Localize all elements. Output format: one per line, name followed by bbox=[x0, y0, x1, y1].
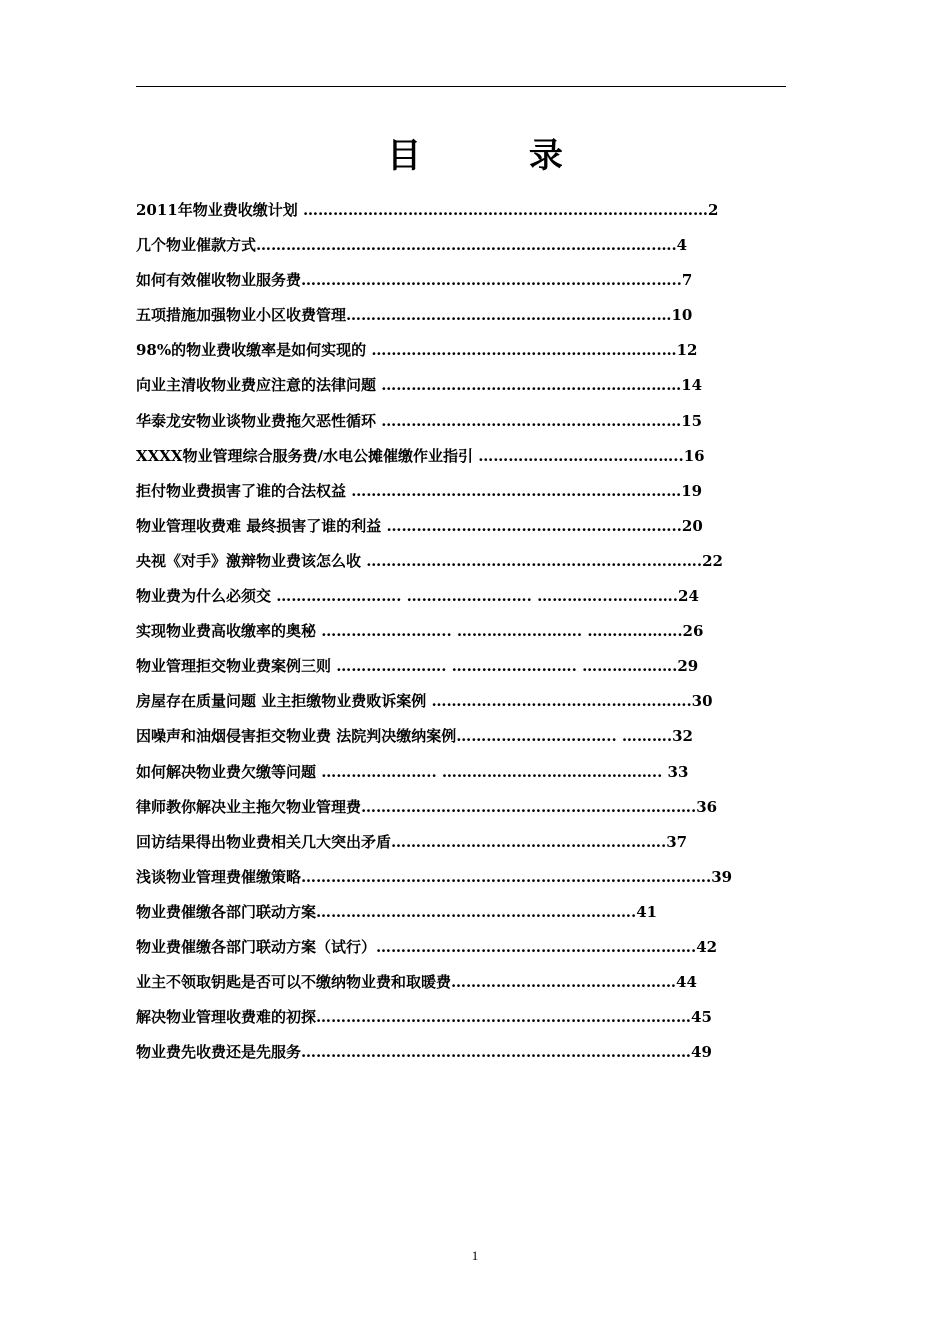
toc-entry-text: 五项措施加强物业小区收费管理……………………………………………………..…10 bbox=[136, 306, 693, 325]
toc-entry-text: 回访结果得出物业费相关几大突出矛盾……………………………………………….37 bbox=[136, 832, 688, 851]
toc-entry[interactable] bbox=[136, 616, 776, 651]
toc-entry[interactable] bbox=[136, 827, 776, 862]
header-rule bbox=[136, 86, 786, 87]
toc-entry[interactable] bbox=[136, 967, 776, 1002]
toc-entry[interactable] bbox=[136, 721, 776, 756]
toc-entry[interactable] bbox=[136, 792, 776, 827]
toc-title: 目 录 bbox=[387, 136, 611, 176]
toc-entry[interactable] bbox=[136, 476, 776, 511]
toc-entry[interactable] bbox=[136, 195, 776, 230]
toc-entry[interactable] bbox=[136, 581, 776, 616]
toc-entry[interactable] bbox=[136, 230, 776, 265]
toc-entry-text: 物业管理收费难 最终损害了谁的利益 …………………………………………………..20 bbox=[136, 516, 703, 535]
toc-entry-text: 如何有效催收物业服务费……………………………………………………………..…..7 bbox=[136, 271, 693, 290]
toc-entry-text: 因噪声和油烟侵害拒交物业费 法院判决缴纳案例………………………….. ……….32 bbox=[136, 727, 693, 746]
toc-entry[interactable] bbox=[136, 511, 776, 546]
toc-entry-text: 物业费先收费还是先服务……………………………………………………………………49 bbox=[136, 1043, 712, 1062]
toc-entry[interactable] bbox=[136, 897, 776, 932]
toc-entry[interactable] bbox=[136, 932, 776, 967]
toc-entry-text: 几个物业催款方式……………………………………………………………………..….4 bbox=[136, 236, 688, 255]
toc-entry-text: 实现物业费高收缴率的奥秘 …………………….. ……………………. ……………….26 bbox=[136, 622, 704, 641]
page-number: 1 bbox=[471, 1248, 479, 1263]
toc-entry-text: 物业管理拒交物业费案例三则 …………………. ……………………. ……………….29 bbox=[136, 657, 699, 676]
toc-entry-text: 浅谈物业管理费催缴策略……………………………………………………………………….39 bbox=[136, 867, 733, 886]
toc-entry[interactable] bbox=[136, 686, 776, 721]
toc-entry[interactable] bbox=[136, 546, 776, 581]
toc-entry-text: 如何解决物业费欠缴等问题 ………………….. …………………………………….. 33 bbox=[136, 762, 689, 781]
table-of-contents bbox=[136, 195, 776, 1072]
toc-entry-text: XXXX物业管理综合服务费/水电公摊催缴作业指引 …………………………………..16 bbox=[136, 446, 705, 465]
toc-entry[interactable] bbox=[136, 300, 776, 335]
toc-entry-text: 拒付物业费损害了谁的合法权益 …………………………………………………………19 bbox=[136, 481, 703, 500]
toc-entry-text: 央视《对手》激辩物业费该怎么收 ………………………………………………...……….22 bbox=[136, 551, 723, 570]
toc-entry-text: 98%的物业费收缴率是如何实现的 ………………………………………………….…12 bbox=[136, 341, 698, 360]
toc-entry-text: 华泰龙安物业谈物业费拖欠恶性循环 ……………………………………………………15 bbox=[136, 411, 703, 430]
toc-entry[interactable] bbox=[136, 335, 776, 370]
toc-entry-text: 向业主清收物业费应注意的法律问题 ……………………………………………………14 bbox=[136, 376, 703, 395]
toc-entry[interactable] bbox=[136, 265, 776, 300]
toc-entry[interactable] bbox=[136, 1002, 776, 1037]
toc-entry-text: 物业费催缴各部门联动方案……………………………………………………….41 bbox=[136, 902, 658, 921]
toc-entry-text: 2011年物业费收缴计划 ………………………………………………………………………2 bbox=[136, 201, 719, 219]
toc-entry-text: 业主不领取钥匙是否可以不缴纳物业费和取暖费………………………………………44 bbox=[136, 973, 697, 992]
toc-entry[interactable] bbox=[136, 1037, 776, 1072]
toc-entry[interactable] bbox=[136, 862, 776, 897]
toc-entry[interactable] bbox=[136, 757, 776, 792]
toc-entry[interactable] bbox=[136, 370, 776, 405]
toc-entry-text: 解决物业管理收费难的初探…………………………………………………………………45 bbox=[136, 1008, 712, 1027]
toc-entry-text: 物业费为什么必须交 ……………………. ……………………. …………...………….24 bbox=[136, 587, 699, 606]
toc-entry-text: 房屋存在质量问题 业主拒缴物业费败诉案例 …………………………………………….30 bbox=[136, 692, 713, 711]
toc-entry[interactable] bbox=[136, 406, 776, 441]
toc-entry[interactable] bbox=[136, 651, 776, 686]
toc-entry-text: 律师教你解决业主拖欠物业管理费………………………………………………………….36 bbox=[136, 797, 718, 816]
toc-entry[interactable] bbox=[136, 441, 776, 476]
toc-entry-text: 物业费催缴各部门联动方案（试行）……………………………………………………….42 bbox=[136, 937, 718, 956]
